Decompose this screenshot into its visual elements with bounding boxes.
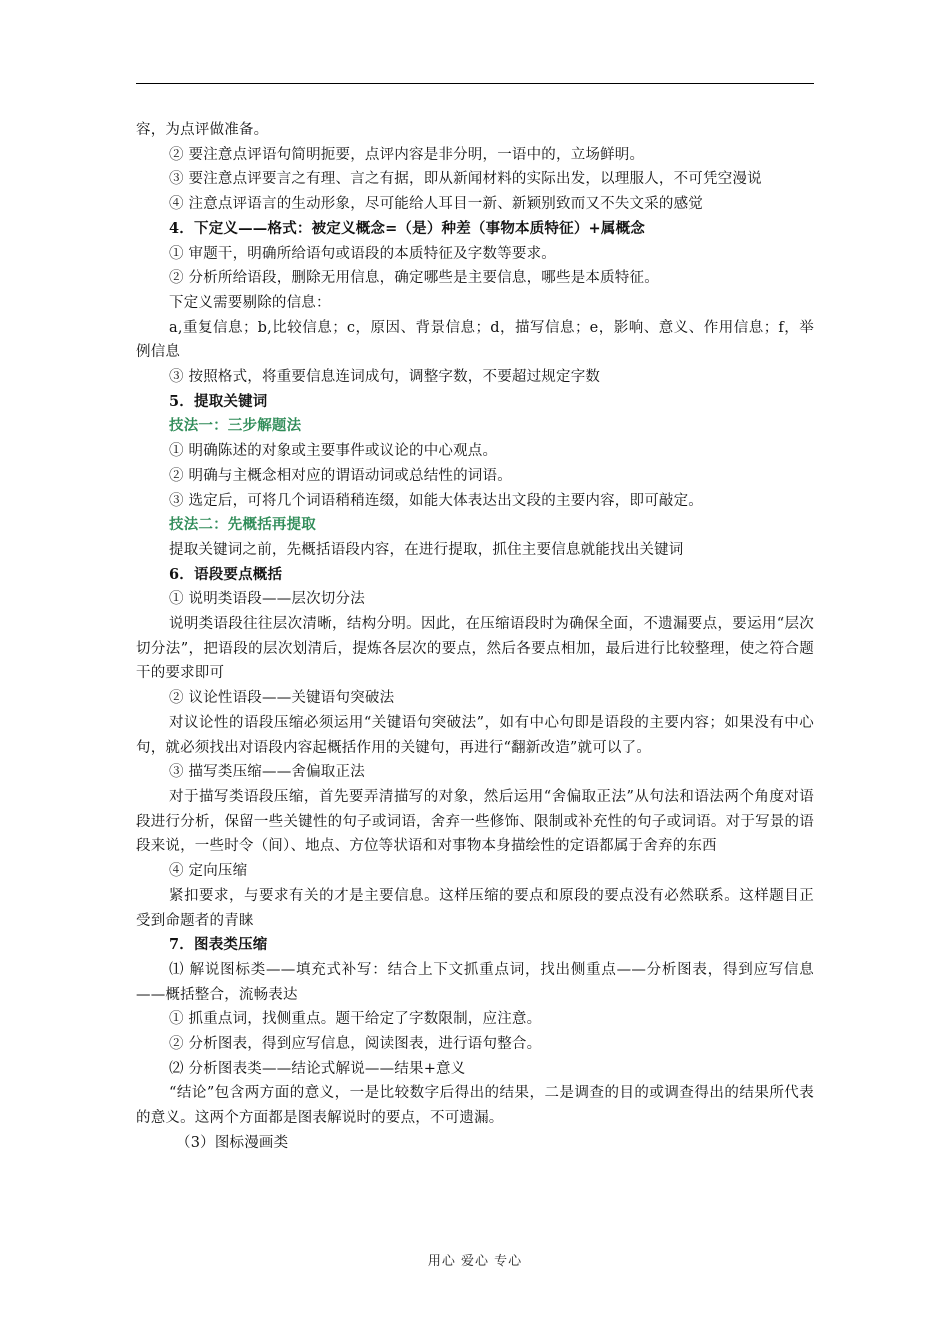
document-body (136, 118, 814, 1156)
paragraph: ④ 定向压缩 (169, 863, 248, 880)
paragraph: 技法二：先概括再提取 (169, 516, 316, 534)
paragraph: 对于描写类语段压缩，首先要弄清描写的对象，然后运用“舍偏取正法”从句法和语法两个角度对语段进行分析，保留一些关键性的句子或词语，舍弃一些修饰、限制或补充性的句子或词语。对于写景的语段来说，一些时令（间）、地点、方位等状语和对事物本身描绘性的定语都属于舍弃的东西 (136, 788, 814, 855)
paragraph: “结论”包含两方面的意义，一是比较数字后得出的结果，二是调查的目的或调查得出的结果所代表的意义。这两个方面都是图表解说时的要点，不可遗漏。 (136, 1085, 814, 1127)
paragraph: 下定义需要剔除的信息： (169, 294, 331, 311)
paragraph: 5．提取关键词 (169, 392, 268, 410)
paragraph: ② 要注意点评语句简明扼要，点评内容是非分明，一语中的，立场鲜明。 (169, 146, 645, 163)
paragraph: 提取关键词之前，先概括语段内容，在进行提取，抓住主要信息就能找出关键词 (169, 541, 684, 558)
paragraph: ③ 要注意点评要言之有理、言之有据，即从新闻材料的实际出发，以理服人，不可凭空漫说 (169, 171, 762, 188)
paragraph: ① 明确陈述的对象或主要事件或议论的中心观点。 (169, 443, 498, 460)
paragraph: ① 审题干，明确所给语句或语段的本质特征及字数等要求。 (169, 245, 557, 262)
paragraph: a,重复信息；b,比较信息；c，原因、背景信息；d，描写信息；e，影响、意义、作用信息；f，举例信息 (136, 319, 814, 361)
paragraph: ② 明确与主概念相对应的谓语动词或总结性的词语。 (169, 467, 512, 484)
paragraph: 7．图表类压缩 (169, 936, 268, 954)
header-rule (136, 83, 814, 84)
paragraph: 容，为点评做准备。 (136, 122, 269, 138)
paragraph: 说明类语段往往层次清晰，结构分明。因此，在压缩语段时为确保全面，不遗漏要点，要运用“层次切分法”，把语段的层次划清后，提炼各层次的要点，然后各要点相加，最后进行比较整理，使之符合题干的要求即可 (136, 616, 814, 682)
paragraph: ④ 注意点评语言的生动形象，尽可能给人耳目一新、新颖别致而又不失文采的感觉 (169, 196, 704, 213)
paragraph: ③ 描写类压缩——舍偏取正法 (169, 764, 365, 781)
paragraph: ⑵ 分析图表类——结论式解说——结果+意义 (169, 1060, 466, 1077)
page-footer: 用心 爱心 专心 (427, 1254, 523, 1269)
paragraph: ③ 选定后，可将几个词语稍稍连缀，如能大体表达出文段的主要内容，即可敲定。 (169, 492, 704, 509)
paragraph: ⑴ 解说图标类——填充式补写：结合上下文抓重点词，找出侧重点——分析图表，得到应写信息——概括整合，流畅表达 (136, 961, 814, 1003)
paragraph: 对议论性的语段压缩必须运用“关键语句突破法”，如有中心句即是语段的主要内容；如果没有中心句，就必须找出对语段内容起概括作用的关键句，再进行“翻新改造”就可以了。 (136, 714, 814, 756)
paragraph: ② 议论性语段——关键语句突破法 (169, 690, 395, 707)
paragraph: ② 分析所给语段，删除无用信息，确定哪些是主要信息，哪些是本质特征。 (169, 270, 659, 287)
paragraph: ① 抓重点词，找侧重点。题干给定了字数限制，应注意。 (169, 1011, 542, 1028)
paragraph: 技法一：三步解题法 (169, 417, 302, 435)
paragraph: 4．下定义——格式：被定义概念=（是）种差（事物本质特征）+属概念 (169, 219, 645, 237)
paragraph: （3）图标漫画类 (176, 1134, 289, 1151)
paragraph: ① 说明类语段——层次切分法 (169, 591, 365, 608)
paragraph: ③ 按照格式，将重要信息连词成句，调整字数，不要超过规定字数 (169, 369, 601, 386)
paragraph: ② 分析图表，得到应写信息，阅读图表，进行语句整合。 (169, 1036, 542, 1053)
paragraph: 6．语段要点概括 (169, 565, 283, 583)
paragraph: 紧扣要求，与要求有关的才是主要信息。这样压缩的要点和原段的要点没有必然联系。这样题目正受到命题者的青睐 (136, 887, 814, 929)
